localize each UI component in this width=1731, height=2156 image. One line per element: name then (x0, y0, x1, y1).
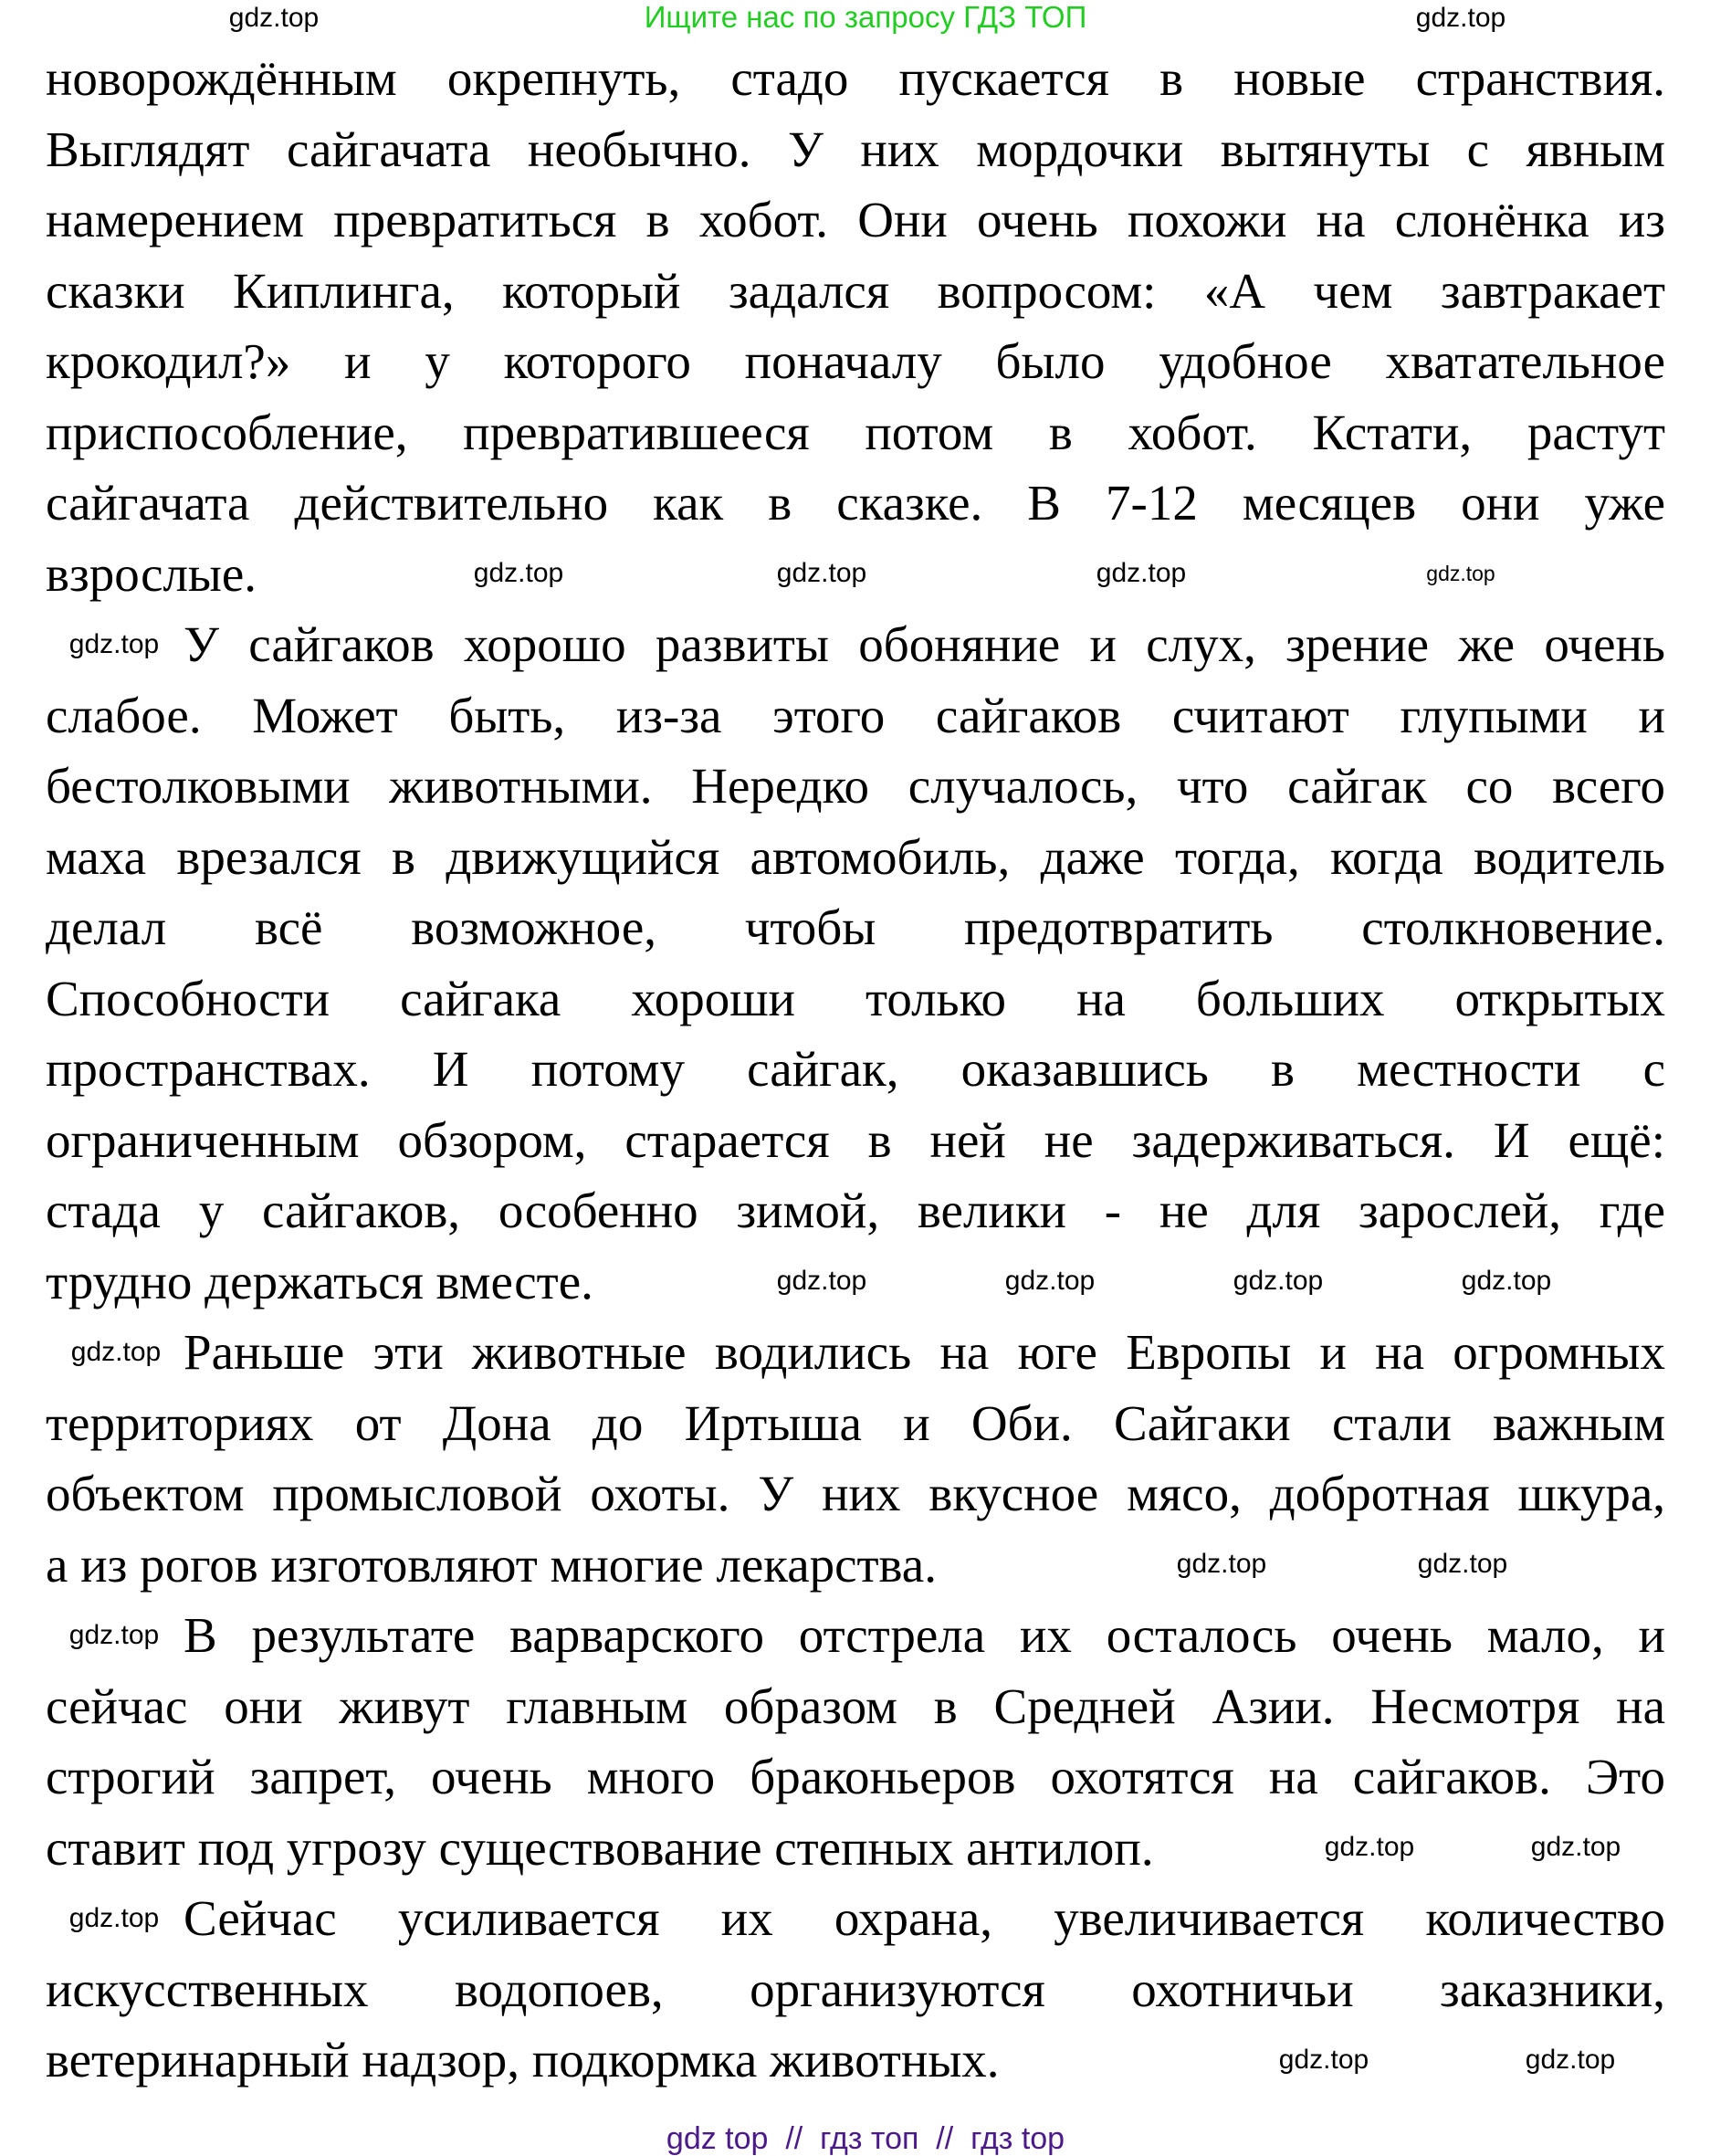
text-line: Выглядят сайгачата необычно. У них мордочки вытянуты с явным (46, 121, 1665, 177)
watermark-label: gdz.top (1004, 1266, 1096, 1296)
text-line: У сайгаков хорошо развиты обоняние и слух, зрение же очень (184, 616, 1665, 672)
text-line: а из рогов изготовляют многие лекарства. (46, 1536, 937, 1593)
text-line: бестолковыми животными. Нередко случалось, что сайгак со всего (46, 758, 1665, 814)
text-line: искусственных водопоев, организуются охотничьи заказники, (46, 1961, 1665, 2017)
text-line: Способности сайгака хороши только на больших открытых (46, 970, 1665, 1026)
text-line: ветеринарный надзор, подкормка животных. (46, 2032, 1000, 2088)
watermark-label: gdz.top (1426, 562, 1495, 585)
text-line: стада у сайгаков, особенно зимой, велики - не для зарослей, где (46, 1183, 1665, 1238)
watermark-label: gdz.top (1530, 1832, 1621, 1862)
watermark-label: gdz.top (70, 1337, 162, 1367)
text-line: намерением превратиться в хобот. Они очень похожи на слонёнка из (46, 192, 1665, 247)
watermark-label: gdz.top (1417, 1549, 1508, 1579)
text-line: взрослые. (46, 545, 257, 602)
watermark-label: gdz.top (776, 558, 867, 588)
watermark-label: gdz.top (1415, 3, 1506, 33)
text-line: В результате варварского отстрела их осталось очень мало, и (184, 1607, 1665, 1663)
search-hint-header: Ищите нас по запросу ГДЗ ТОП (644, 0, 1087, 34)
text-line: Сейчас усиливается их охрана, увеличивается количество (184, 1890, 1665, 1946)
text-line: сайгачата действительно как в сказке. В 7-12 месяцев они уже (46, 475, 1665, 531)
text-line: новорождённым окрепнуть, стадо пускается в новые странствия. (46, 50, 1665, 106)
watermark-label: gdz.top (1096, 558, 1187, 588)
text-line: территориях от Дона до Иртыша и Оби. Сайгаки стали важным (46, 1394, 1665, 1451)
text-line: делал всё возможное, чтобы предотвратить столкновение. (46, 899, 1665, 955)
watermark-label: gdz.top (228, 3, 320, 33)
text-line: сейчас они живут главным образом в Средней Азии. Несмотря на (46, 1677, 1665, 1734)
watermark-label: gdz.top (473, 558, 564, 588)
watermark-label: gdz.top (1461, 1266, 1552, 1296)
text-line: слабое. Может быть, из-за этого сайгаков считают глупыми и (46, 687, 1665, 743)
watermark-label: gdz.top (68, 1620, 160, 1650)
watermark-label: gdz.top (776, 1266, 867, 1296)
watermark-label: gdz.top (1278, 2045, 1369, 2075)
footer-links[interactable]: gdz top // гдз топ // гдз top (666, 2121, 1065, 2156)
text-line: Раньше эти животные водились на юге Европы и на огромных (184, 1324, 1665, 1380)
text-line: сказки Киплинга, который задался вопросом: «А чем завтракает (46, 262, 1665, 319)
text-line: крокодил?» и у которого поначалу было удобное хватательное (46, 333, 1665, 389)
text-line: пространствах. И потому сайгак, оказавшись в местности с (46, 1041, 1665, 1097)
watermark-label: gdz.top (1176, 1549, 1267, 1579)
watermark-label: gdz.top (68, 1903, 160, 1933)
text-line: приспособление, превратившееся потом в хобот. Кстати, растут (46, 404, 1665, 460)
text-line: ограниченным обзором, старается в ней не задерживаться. И ещё: (46, 1111, 1665, 1168)
watermark-label: gdz.top (1324, 1832, 1415, 1862)
watermark-label: gdz.top (68, 629, 160, 659)
text-line: объектом промысловой охоты. У них вкусное мясо, добротная шкура, (46, 1466, 1665, 1521)
text-line: строгий запрет, очень много браконьеров охотятся на сайгаков. Это (46, 1749, 1665, 1804)
text-line: маха врезался в движущийся автомобиль, даже тогда, когда водитель (46, 828, 1665, 885)
watermark-label: gdz.top (1525, 2045, 1616, 2075)
text-line: ставит под угрозу существование степных антилоп. (46, 1819, 1154, 1876)
watermark-label: gdz.top (1233, 1266, 1324, 1296)
text-line: трудно держаться вместе. (46, 1253, 593, 1309)
